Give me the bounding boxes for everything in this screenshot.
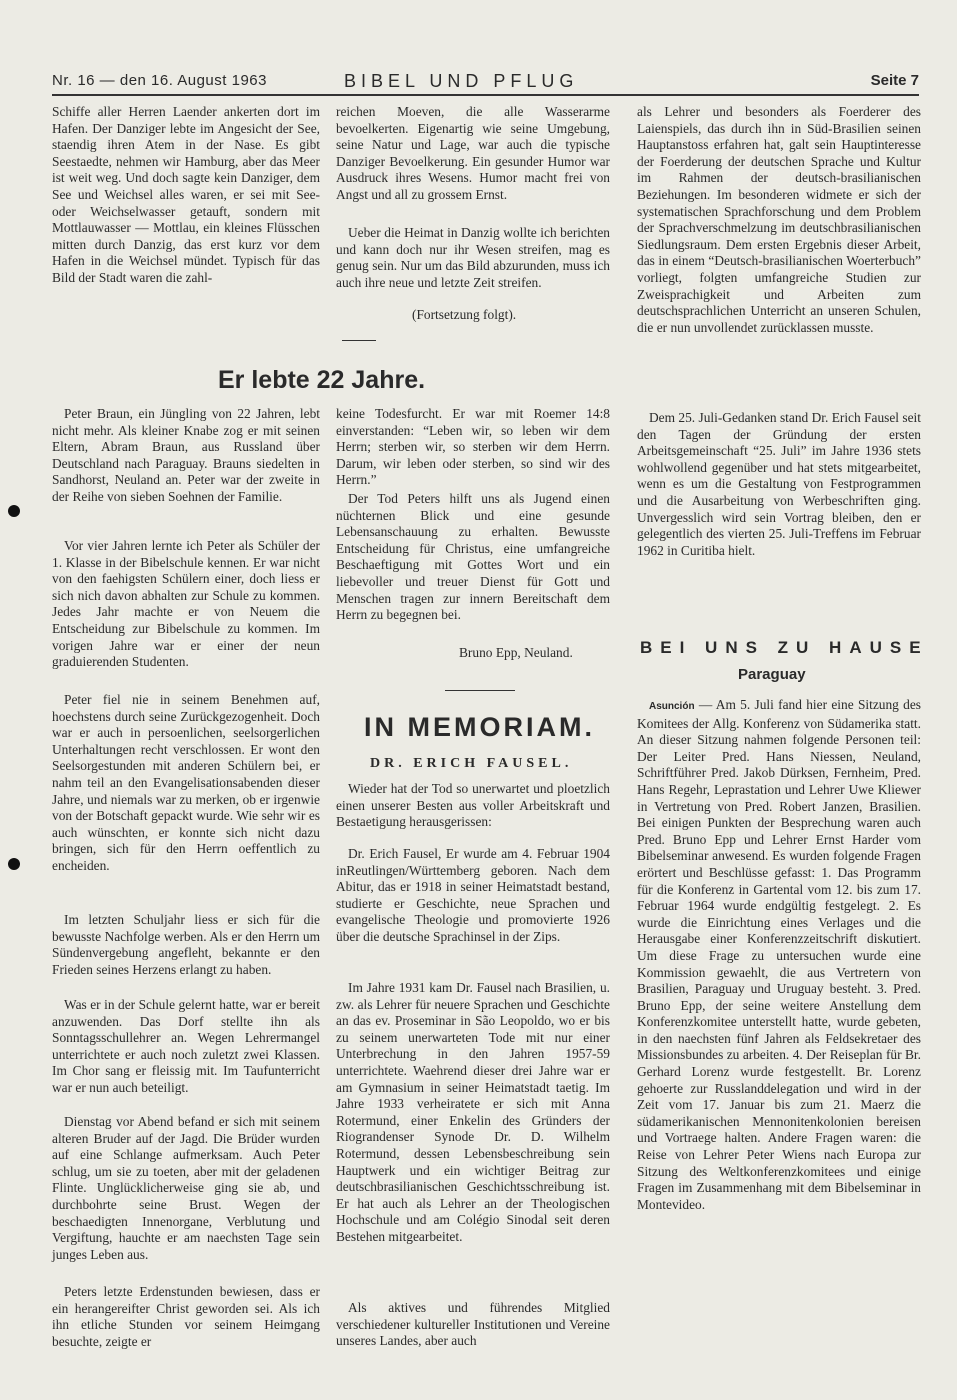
danzig-continuation-col2-p2: Ueber die Heimat in Danzig wollte ich berichten und kann doch nur ihr Wesen streifen, mag es genug sein. Nur um das Bild abzurunden, muss ich auch ihre neue und letzte Zeit streifen. <box>336 225 610 290</box>
headline-bei-uns-zu-hause: BEI UNS ZU HAUSE <box>640 638 929 657</box>
braun-paragraph-1: Peter Braun, ein Jüngling von 22 Jahren, lebt nicht mehr. Als kleiner Knabe zog er mit seinen Eltern, Abram Braun, aus Russland über Deutschland nach Paraguay. Brauns siedelten in Sandhorst, Neuland an. Peter war der zweite in der Reihe von sieben Soehnen der Familie. <box>52 406 320 504</box>
fausel-paragraph-3: Im Jahre 1931 kam Dr. Fausel nach Brasilien, u. zw. als Lehrer für neuere Sprachen und Geschichte an das ev. Proseminar in São Leopoldo, wo er bis zu seinem unerwarteten Tode mit nur einer Unterbrechung in den Jahren 1957-59 unterrichtete. Waehrend dieser drei Jahre war er am Gymnasium in seiner Heimatstadt taetig. Im Jahre 1933 verheiratete er sich mit Anna Rotermund, einer Enkelin des Gründers der Riograndenser Synode Dr. D. Wilhelm Rotermund, dessen Lebensbeschreibung sein Hauptwerk und ein wichtiger Beitrag zur deutschbrasilianischen Geschichtsschreibung ist. Er hat auch als Lehrer an der Theologischen Hochschule und am Colégio Sinodal seit deren Bestehen mitgearbeitet. <box>336 980 610 1244</box>
braun-paragraph-5: Was er in der Schule gelernt hatte, war er bereit anzuwenden. Das Dorf stellte ihn als Sonntagsschullehrer an. Wegen Lehrermangel unterrichtete er auch noch zuletzt zwei Klassen. Im Chor sang er fleissig mit. Im Taufunterricht war er nun auch beteiligt. <box>52 997 320 1095</box>
fausel-paragraph-4: Als aktives und führendes Mitglied verschiedener kultureller Institutionen und Vereine unseres Landes, aber auch <box>336 1300 610 1349</box>
headline-in-memoriam: IN MEMORIAM. <box>364 712 595 742</box>
braun-paragraph-9: Der Tod Peters hilft uns als Jugend einen nüchternen Blick und eine gesunde Lebensanschauung zu erhalten. Bewusste Entscheidung für Christus, eine umfangreiche Beschaeftigung mit Gottes Wort und ein liebevoller und treuer Dienst für Gott und Menschen tragen zur innern Bereitschaft dem Herrn zu begegnen bei. <box>336 491 610 623</box>
danzig-continuation-col2-p1: reichen Moeven, die alle Wasserarme bevoelkerten. Eigenartig wie seine Umgebung, seine Natur und Lage, war auch die typische Danziger Bevoelkerung. Ein gesunder Humor war Ausdruck ihres Wesens. Humor macht frei von Angst und all zu grossem Ernst. <box>336 104 610 202</box>
braun-paragraph-8: keine Todesfurcht. Er war mit Roemer 14:8 einverstanden: “Leben wir, so leben wir dem Herrn; sterben wir, so sterben wir dem Herrn. Darum, wir leben oder sterben, so sind wir des Herrn.” <box>336 406 610 488</box>
danzig-continuation-col1: Schiffe aller Herren Laender ankerten dort im Hafen. Der Danziger lebte im Angesicht der See, staendig ihren Atem in der Nase. Es gibt Seestaedte, nehmen wir Hamburg, aber das Meer ist weit weg. Und doch sagte kein Danziger, dem See und Weichsel alles waren, er sei mit See- oder Weichselwasser getauft, sondern mit Mottlauwasser — Mottlau, ein kleines Flüsschen mitten durch Danzig, das erst kurz vor dem Hafen in die Weichsel mündet. Typisch für das Bild der Stadt waren die zahl- <box>52 104 320 285</box>
home-report <box>637 697 921 1213</box>
issue-date: Nr. 16 — den 16. August 1963 <box>52 72 267 89</box>
subhead-paraguay: Paraguay <box>738 666 806 683</box>
dateline: Asunción <box>649 701 695 712</box>
divider-rule <box>342 340 376 341</box>
home-report-text: — Am 5. Juli fand hier eine Sitzung des Komitees der Allg. Konferenz von Südamerika statt. An dieser Sitzung nahmen folgende Personen teil: Der Leiter Pred. Hans Niessen, Neuland, Schriftführer Pred. Jakob Dürksen, Fernheim, Pred. Hans Regehr, Leprastation und Lehrer Uwe Kliewer in Vertretung von Pred. Robert Janzen, Brasilien. Bei einigen Punkten der Besprechung waren auch Pred. Bruno Epp und Lehrer Ernst Harder vom Bibelseminar anwesend. Es wurden folgende Fragen erörtert und Beschlüsse gefasst: 1. Das Programm für die Konferenz in Gartental vom 12. bis zum 17. Februar 1964 wurde endgültig festgelegt. 2. Es wurde die Einrichtung eines Verlages und die Herausgabe einer Konferenzzeitschrift diskutiert. Um diese Frage zu untersuchen wurde eine Kommission gewaehlt, die aus Vertretern von Brasilien, Paraguay und Uruguay besteht. 3. Pred. Bruno Epp, der seine weitere Anstellung dem Konferenzkomitee unterstellt hatte, wurde gebeten, in den naechsten fünf Jahren als Feldsekretaer des Missionsbundes zu arbeiten. 4. Der Reiseplan für Br. Gerhard Lorenz wurde festgestellt. Br. Lorenz gehoerte zur Russlanddelegation und wird in der Zeit vom 17. Januar bis zum 21. Maerz die südamerikanischen Mennonitenkolonien bereisen und Vortraege halten. Andere Fragen waren: die Reise von Lehrer Peter Wiens nach Europa zur Sitzung des Weltkonferenzkomitees und einige Fragen im Zusammenhang mit dem Bibelseminar in Montevideo. <box>637 697 921 1212</box>
continued-note: (Fortsetzung folgt). <box>412 307 517 322</box>
braun-paragraph-2: Vor vier Jahren lernte ich Peter als Schüler der 1. Klasse in der Bibelschule kennen. Er war nicht von den faehigsten Schülern einer, doch liess er sich nich davon abhalten zur Schule zu kommen. Jedes Jahr machte er von Neuem die Entscheidung zur Bibelschule zu kommen. Im vorigen Jahre war er einer der neun graduierenden Studenten. <box>52 538 320 670</box>
braun-paragraph-7: Peters letzte Erdenstunden bewiesen, dass er ein herangereifter Christ geworden sei. Als ich ihn etliche Stunden vor seinem Heimgang besuchte, zeigte er <box>52 1284 320 1349</box>
publication-title: BIBEL UND PFLUG <box>344 71 579 91</box>
headline-er-lebte: Er lebte 22 Jahre. <box>218 366 426 394</box>
binder-hole <box>8 858 20 870</box>
braun-paragraph-3: Peter fiel nie in seinem Benehmen auf, hoechstens durch seine Zurückgezogenheit. Doch war er auch in persoenlichen, seelsorgerlichen Unterhaltungen recht verschlossen. Er wont den Seelsorgestunden mit anderen Schülern bei, er nahm teil an den Evangelisationsabenden dieser Jahre, und niemals war zu merken, ob er irgenwie von der Botschaft gepackt wurde. Wie sehr wir es auch wünschten, er konnte sich nicht dazu bringen, sich für den Herrn oeffentlich zu encheiden. <box>52 692 320 873</box>
fausel-paragraph-5: als Lehrer und besonders als Foerderer des Laienspiels, das durch ihn in Süd-Brasilien seinen Hauptanstoss erfahren hat, galt sein Hauptinteresse der Foerderung der deutschen Sprache und Kultur im Rahmen der deutsch-brasilianischen Beziehungen. Im besonderen widmete er sich der systematischen Sprachforschung und dem Problem der Sprachverschmelzung im deutschbrasilianischen Siedlungsraum. Dem ersten Ergebnis dieser Arbeit, das in einem “Deutsch-brasilianischen Woerterbuch” vorliegt, folgten umfangreiche Studien zur Zweisprachigkeit und Arbeiten zum deutschsprachlichen Unterricht an unseren Schulen, die er nun unvollendet zurücklassen musste. <box>637 104 921 335</box>
divider-rule <box>445 690 515 691</box>
page-header <box>52 70 919 96</box>
subhead-fausel: DR. ERICH FAUSEL. <box>370 756 573 771</box>
binder-hole <box>8 505 20 517</box>
braun-paragraph-4: Im letzten Schuljahr liess er sich für die bewusste Nachfolge werben. Als er den Herrn um Sündenvergebung angefleht, bekannte er den Frieden seines Herzens erlangt zu haben. <box>52 912 320 977</box>
fausel-paragraph-6: Dem 25. Juli-Gedanken stand Dr. Erich Fausel seit den Tagen der Gründung der ersten Arbeitsgemeinschaft “25. Juli” im Jahre 1936 stets wohlwollend gegenüber und hat stets mitgearbeitet, wenn es um die Gestaltung von Festprogrammen und die Ausarbeitung von Werbeschriften ging. Unvergesslich wird sein Vortrag bleiben, den er gelegentlich des vierten 25. Juli-Treffens im Februar 1962 in Curitiba hielt. <box>637 410 921 558</box>
fausel-paragraph-1: Wieder hat der Tod so unerwartet und ploetzlich einen unserer Besten aus voller Arbeitskraft und Bestaetigung herausgerissen: <box>336 781 610 830</box>
braun-paragraph-6: Dienstag vor Abend befand er sich mit seinem alteren Bruder auf der Jagd. Die Brüder wurden auf eine Schlange aufmerksam. Auch Peter schlug, um sie zu toeten, aber mit der geladenen Flinte. Unglücklicherweise ging sie ab, und durchbohrte seine Brust. Wegen der beschaedigten Innenorgane, Verblutung und Vergiftung, hauchte er am naechsten Tage sein junges Leben aus. <box>52 1114 320 1262</box>
page-number: Seite 7 <box>870 72 919 89</box>
article-signature: Bruno Epp, Neuland. <box>459 645 573 660</box>
fausel-paragraph-2: Dr. Erich Fausel, Er wurde am 4. Februar 1904 inReutlingen/Württemberg geboren. Nach dem Abitur, das er 1918 in seiner Heimatstadt bestand, studierte er Geschichte, neue Sprachen und evangelische Theologie und promovierte 1926 über die deutsche Sprachinsel in der Zips. <box>336 846 610 944</box>
